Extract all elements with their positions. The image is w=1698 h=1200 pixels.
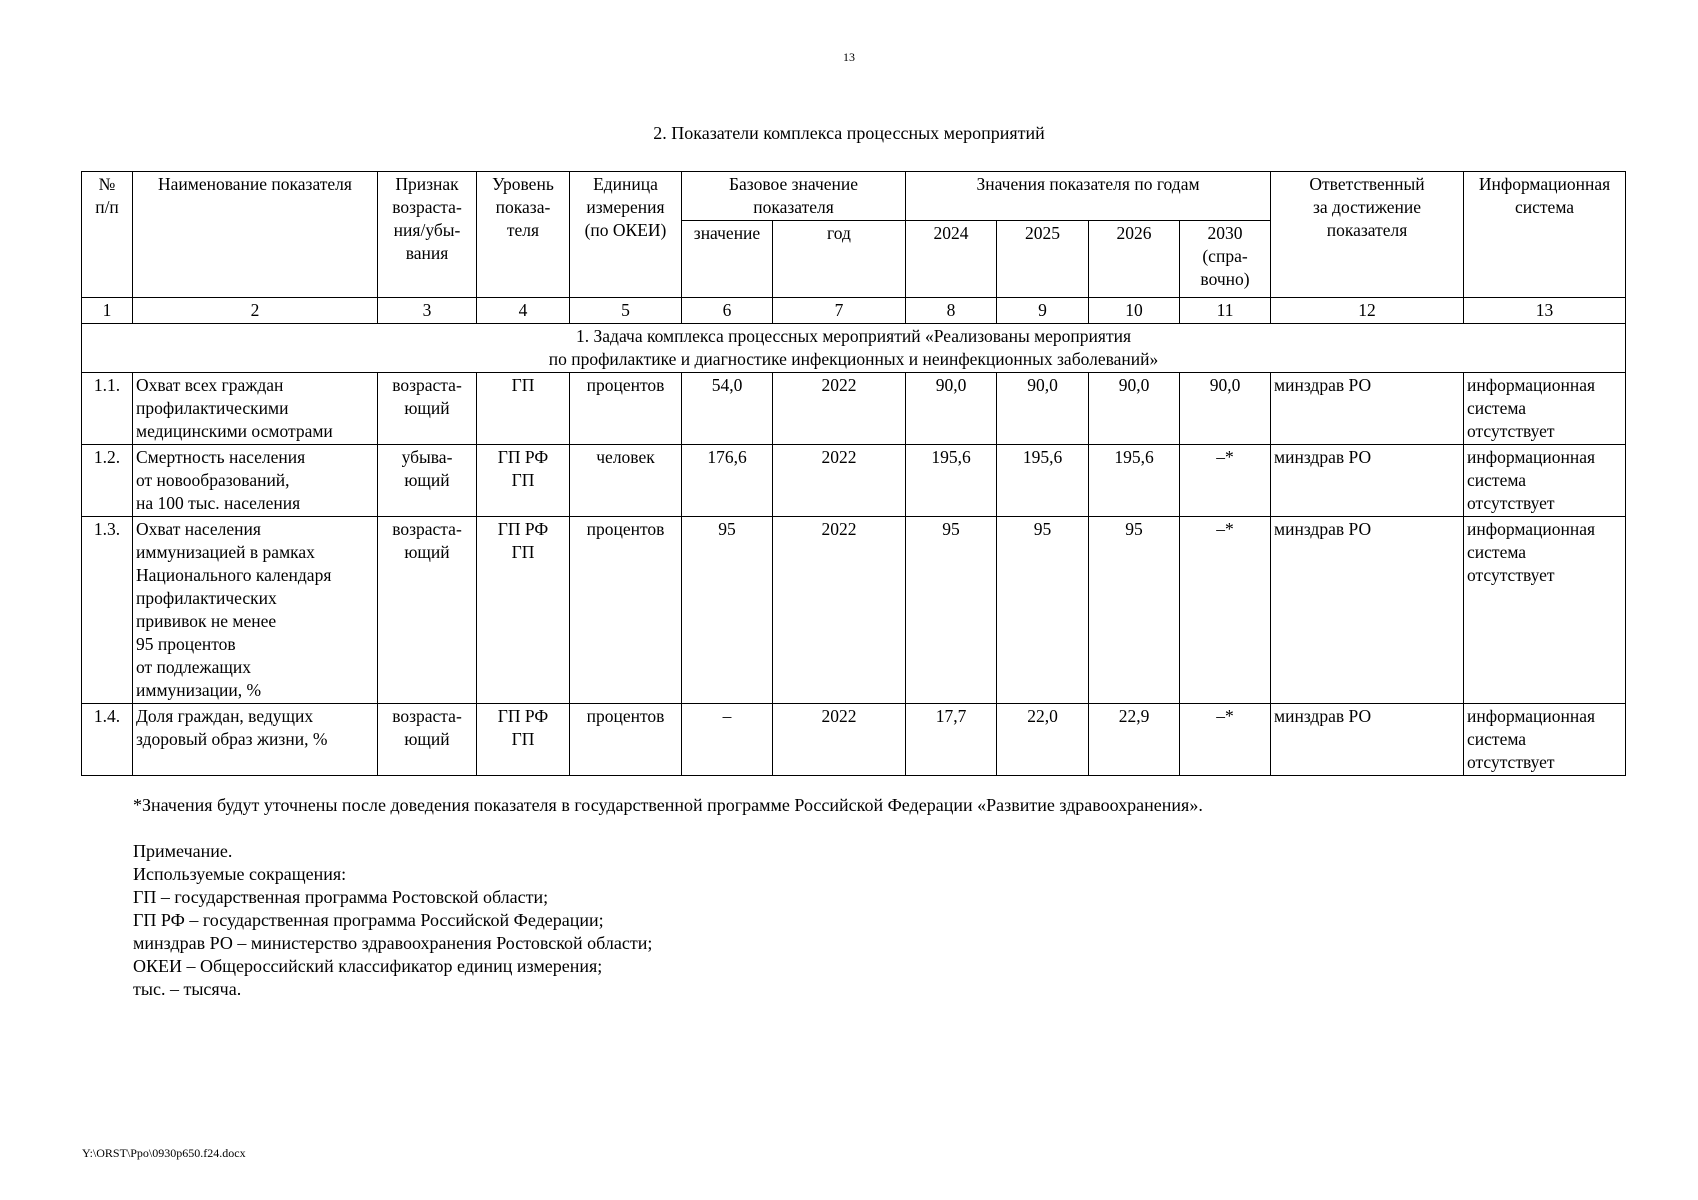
column-numbers-row — [82, 298, 1626, 324]
base-value: – — [682, 704, 773, 776]
value-2024: 17,7 — [906, 704, 997, 776]
value-2026: 95 — [1089, 517, 1180, 704]
indicators-table — [81, 171, 1626, 776]
responsible: минздрав РО — [1271, 445, 1464, 517]
row-number: 1.1. — [82, 373, 133, 445]
value-2030: –* — [1180, 704, 1271, 776]
header-2026: 2026 — [1089, 221, 1180, 298]
value-2025: 195,6 — [997, 445, 1089, 517]
notes-line: ГП РФ – государственная программа Российской Федерации; — [133, 910, 604, 930]
header-row-1 — [82, 172, 1626, 221]
header-base-value: значение — [682, 221, 773, 298]
column-number: 7 — [773, 298, 906, 324]
table-row — [82, 373, 1626, 445]
base-year: 2022 — [773, 704, 906, 776]
value-2025: 22,0 — [997, 704, 1089, 776]
header-responsible: Ответственный за достижение показателя — [1271, 172, 1464, 298]
column-number: 9 — [997, 298, 1089, 324]
infosys: информационная система отсутствует — [1464, 704, 1626, 776]
level: ГП РФ ГП — [477, 517, 570, 704]
header-base-year: год — [773, 221, 906, 298]
indicator-name: Доля граждан, ведущих здоровый образ жизни, % — [133, 704, 378, 776]
responsible: минздрав РО — [1271, 373, 1464, 445]
value-2026: 195,6 — [1089, 445, 1180, 517]
header-unit: Единица измерения (по ОКЕИ) — [570, 172, 682, 298]
header-infosys: Информационная система — [1464, 172, 1626, 298]
value-2024: 90,0 — [906, 373, 997, 445]
file-path: Y:\ORST\Ppo\0930p650.f24.docx — [82, 1146, 246, 1160]
indicator-name: Охват всех граждан профилактическими медицинскими осмотрами — [133, 373, 378, 445]
value-2024: 95 — [906, 517, 997, 704]
column-number: 11 — [1180, 298, 1271, 324]
base-value: 176,6 — [682, 445, 773, 517]
indicator-name: Охват населения иммунизацией в рамках Национального календаря профилактических прививок не менее 95 процентов от подлежащих иммунизации, % — [133, 517, 378, 704]
trend: убыва- ющий — [378, 445, 477, 517]
table-row — [82, 517, 1626, 704]
table-row — [82, 704, 1626, 776]
table-row — [82, 445, 1626, 517]
base-year: 2022 — [773, 445, 906, 517]
notes — [133, 840, 652, 1001]
level: ГП РФ ГП — [477, 704, 570, 776]
unit: процентов — [570, 373, 682, 445]
value-2026: 22,9 — [1089, 704, 1180, 776]
responsible: минздрав РО — [1271, 517, 1464, 704]
trend: возраста- ющий — [378, 704, 477, 776]
column-number: 6 — [682, 298, 773, 324]
base-year: 2022 — [773, 517, 906, 704]
header-base: Базовое значение показателя — [682, 172, 906, 221]
page-number: 13 — [843, 50, 855, 64]
level: ГП — [477, 373, 570, 445]
section-title: 2. Показатели комплекса процессных мероприятий — [653, 123, 1045, 143]
base-value: 54,0 — [682, 373, 773, 445]
task-heading: 1. Задача комплекса процессных мероприятий «Реализованы мероприятия по профилактике и диагностике инфекционных и неинфекционных заболеваний» — [82, 324, 1626, 373]
header-years-group: Значения показателя по годам — [906, 172, 1271, 221]
base-value: 95 — [682, 517, 773, 704]
header-num: № п/п — [82, 172, 133, 298]
notes-line: минздрав РО – министерство здравоохранения Ростовской области; — [133, 933, 653, 953]
unit: процентов — [570, 704, 682, 776]
notes-line: Используемые сокращения: — [133, 864, 347, 884]
header-trend: Признак возраста- ния/убы- вания — [378, 172, 477, 298]
unit: человек — [570, 445, 682, 517]
infosys: информационная система отсутствует — [1464, 517, 1626, 704]
notes-line: ОКЕИ – Общероссийский классификатор единиц измерения; — [133, 956, 603, 976]
infosys: информационная система отсутствует — [1464, 373, 1626, 445]
base-year: 2022 — [773, 373, 906, 445]
header-2030: 2030 (спра- вочно) — [1180, 221, 1271, 298]
row-number: 1.3. — [82, 517, 133, 704]
column-number: 13 — [1464, 298, 1626, 324]
column-number: 8 — [906, 298, 997, 324]
unit: процентов — [570, 517, 682, 704]
column-number: 12 — [1271, 298, 1464, 324]
header-level: Уровень показа- теля — [477, 172, 570, 298]
notes-heading: Примечание. — [133, 841, 233, 861]
infosys: информационная система отсутствует — [1464, 445, 1626, 517]
trend: возраста- ющий — [378, 517, 477, 704]
value-2025: 90,0 — [997, 373, 1089, 445]
task-heading-row — [82, 324, 1626, 373]
column-number: 1 — [82, 298, 133, 324]
indicator-name: Смертность населения от новообразований, на 100 тыс. населения — [133, 445, 378, 517]
responsible: минздрав РО — [1271, 704, 1464, 776]
value-2030: 90,0 — [1180, 373, 1271, 445]
column-number: 4 — [477, 298, 570, 324]
value-2026: 90,0 — [1089, 373, 1180, 445]
notes-line: ГП – государственная программа Ростовской области; — [133, 887, 549, 907]
notes-line: тыс. – тысяча. — [133, 979, 242, 999]
level: ГП РФ ГП — [477, 445, 570, 517]
value-2030: –* — [1180, 445, 1271, 517]
row-number: 1.2. — [82, 445, 133, 517]
column-number: 10 — [1089, 298, 1180, 324]
header-name: Наименование показателя — [133, 172, 378, 298]
row-number: 1.4. — [82, 704, 133, 776]
value-2024: 195,6 — [906, 445, 997, 517]
column-number: 5 — [570, 298, 682, 324]
trend: возраста- ющий — [378, 373, 477, 445]
footnote: *Значения будут уточнены после доведения показателя в государственной программе Российской Федерации «Развитие здравоохранения». — [133, 795, 1203, 815]
header-2024: 2024 — [906, 221, 997, 298]
value-2030: –* — [1180, 517, 1271, 704]
header-2025: 2025 — [997, 221, 1089, 298]
value-2025: 95 — [997, 517, 1089, 704]
column-number: 3 — [378, 298, 477, 324]
column-number: 2 — [133, 298, 378, 324]
